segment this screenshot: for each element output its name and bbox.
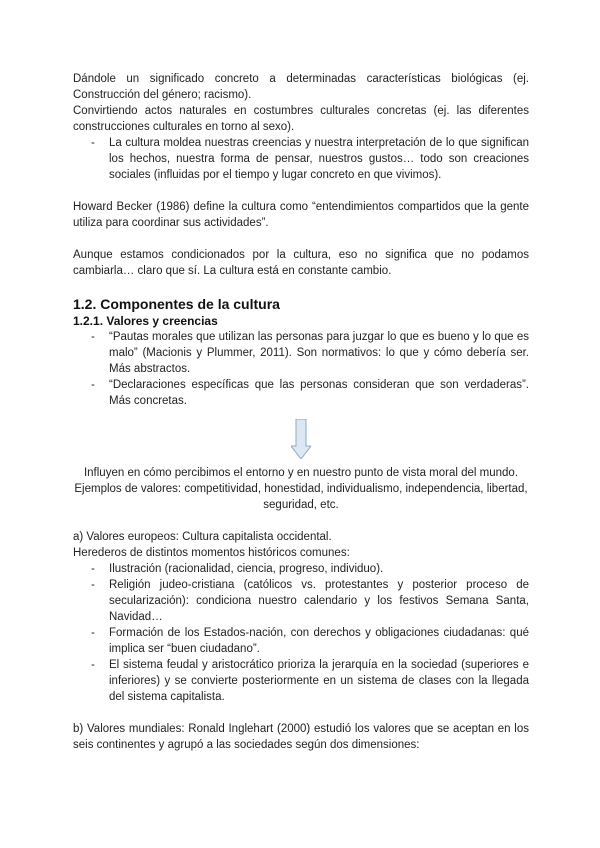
intro-paragraph-1: Dándole un significado concreto a determinadas características biológicas (ej. Construcción del género; racismo). [73, 73, 529, 101]
centered-text-influyen: Influyen en cómo percibimos el entorno y en nuestro punto de vista moral del mundo. [83, 467, 519, 479]
valores-list [73, 329, 529, 409]
intro-paragraph-2: Convirtiendo actos naturales en costumbres culturales concretas (ej. las diferentes construcciones culturales en torno al sexo). [73, 105, 529, 133]
section-heading: 1.2. Componentes de la cultura [73, 296, 280, 312]
list-item: - Ilustración (racionalidad, ciencia, progreso, individuo). [73, 561, 529, 577]
subsection-heading: 1.2.1. Valores y creencias [73, 314, 218, 328]
cambio-paragraph: Aunque estamos condicionados por la cultura, eso no significa que no podamos cambiarla… claro que sí. La cultura está en constante cambio. [73, 249, 529, 277]
list-item: - “Declaraciones específicas que las personas consideran que son verdaderas”. Más concretas. [73, 377, 529, 409]
europeos-intro: Herederos de distintos momentos históricos comunes: [73, 547, 350, 559]
europeos-title: a) Valores europeos: Cultura capitalista occidental. [73, 531, 332, 543]
becker-paragraph: Howard Becker (1986) define la cultura como “entendimientos compartidos que la gente utiliza para coordinar sus actividades”. [73, 201, 529, 229]
down-arrow-icon [73, 419, 529, 459]
centered-text-ejemplos: Ejemplos de valores: competitividad, honestidad, individualismo, independencia, libertad, seguridad, etc. [74, 483, 528, 511]
mundiales-paragraph: b) Valores mundiales: Ronald Inglehart (2000) estudió los valores que se aceptan en los seis continentes y agrupó a las sociedades según dos dimensiones: [73, 723, 529, 751]
europeos-list [73, 561, 529, 705]
list-item: - Formación de los Estados-nación, con derechos y obligaciones ciudadanas: qué implica ser “buen ciudadano”. [73, 625, 529, 657]
list-item: - “Pautas morales que utilizan las personas para juzgar lo que es bueno y lo que es malo” (Macionis y Plummer, 2011). Son normativos: lo que y cómo debería ser. Más abstractos. [73, 329, 529, 377]
list-item: - Religión judeo-cristiana (católicos vs. protestantes y posterior proceso de secularización): condiciona nuestro calendario y los festivos Semana Santa, Navidad… [73, 577, 529, 625]
list-item: - La cultura moldea nuestras creencias y nuestra interpretación de lo que significan los hechos, nuestra forma de pensar, nuestros gustos… todo son creaciones sociales (influidas por el tiempo y lugar concreto en que vivimos). [73, 135, 529, 183]
document-body [73, 71, 529, 753]
intro-list [73, 135, 529, 183]
list-item: - El sistema feudal y aristocrático prioriza la jerarquía en la sociedad (superiores e inferiores) y se convierte posteriormente en un sistema de clases con la llegada del sistema capitalista. [73, 657, 529, 705]
